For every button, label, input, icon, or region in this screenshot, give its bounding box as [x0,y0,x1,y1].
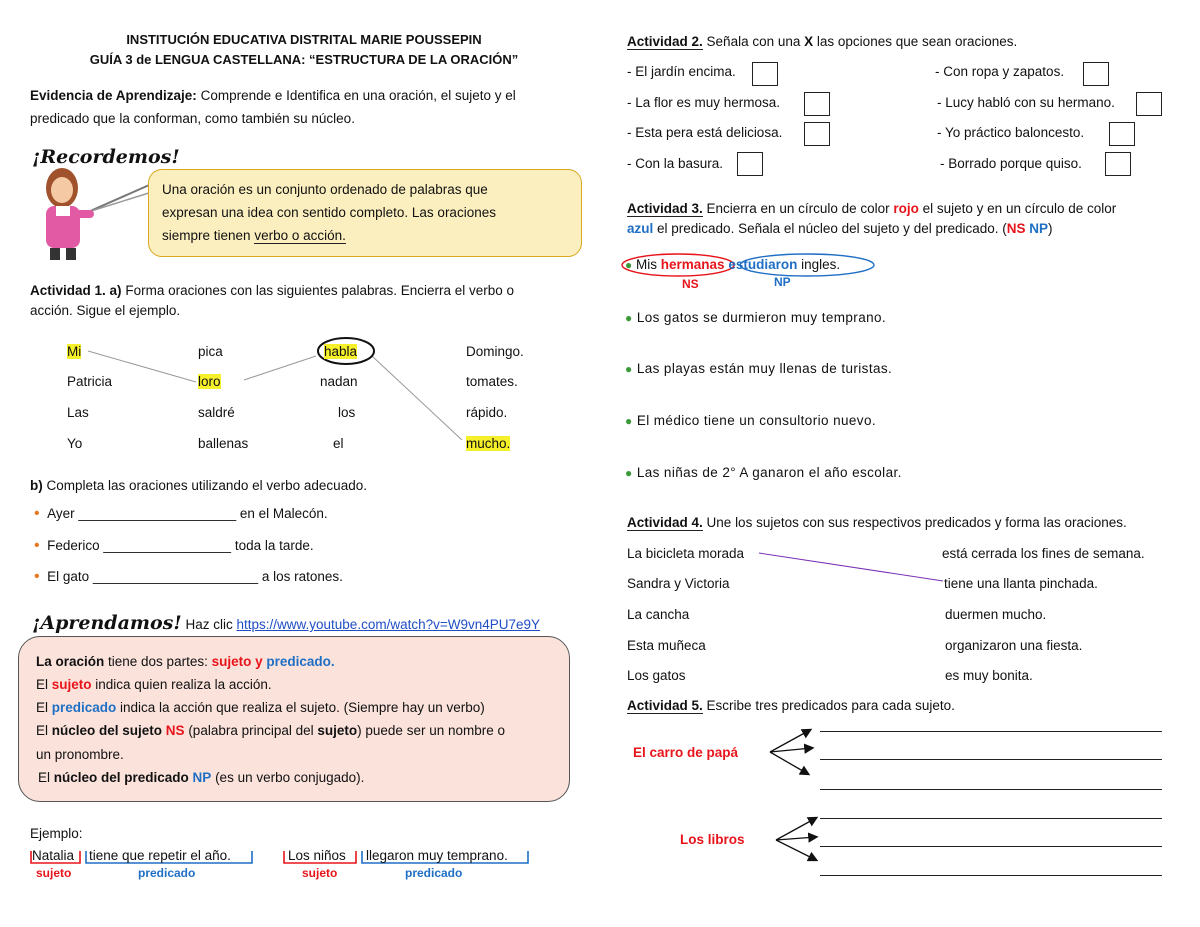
bullet-icon: • [34,568,40,585]
activity1-line1: Actividad 1. a) Forma oraciones con las siguientes palabras. Encierra el verbo o [30,283,515,298]
answer-line[interactable] [820,731,1162,732]
subject-item: La cancha [627,607,690,622]
activity5-subject: El carro de papá [633,745,739,760]
grid-cell: Mi [67,344,82,359]
remember-title: ¡Recordemos! [32,146,180,168]
grid-cell: Las [67,405,89,420]
bullet-icon: ● [625,466,633,480]
evidence-label: Evidencia de Aprendizaje: [30,88,197,103]
answer-line[interactable] [820,789,1162,790]
checkbox[interactable] [752,62,778,86]
remember-line2: expresan una idea con sentido completo. Las oraciones [162,205,496,220]
subject-tag: sujeto [302,866,338,880]
remember-line1: Una oración es un conjunto ordenado de palabras que [162,182,488,197]
activity3-sentence: ● Las playas están muy llenas de turistas. [625,361,893,376]
grid-cell: mucho. [466,436,511,451]
learn-line3: El predicado indica la acción que realiza el sujeto. (Siempre hay un verbo) [36,700,485,715]
predicate-tag: predicado [405,866,463,880]
bullet-icon: ● [625,362,633,376]
activity1-label: Actividad 1. [30,283,106,298]
grid-cell: el [333,436,344,451]
checkbox[interactable] [1136,92,1162,116]
option-item: - Borrado porque quiso. [940,156,1082,171]
evidence-text: Comprende e Identifica en una oración, el sujeto y el [200,88,516,103]
example-predicate: tiene que repetir el año. [89,848,231,863]
activity3-line1: Actividad 3. Encierra en un círculo de color rojo el sujeto y en un círculo de color [627,201,1117,216]
predicate-item: es muy bonita. [945,668,1033,683]
subject-tag: sujeto [36,866,72,880]
fill-sentence: • Ayer _____________________ en el Malecón. [34,505,328,522]
fill-sentence: • El gato ______________________ a los ratones. [34,568,343,585]
activity5-header: Actividad 5. Escribe tres predicados para cada sujeto. [627,698,955,713]
checkbox[interactable] [804,122,830,146]
grid-cell: Patricia [67,374,113,389]
subject-item: La bicicleta morada [627,546,745,561]
activity5-arrows [760,720,830,890]
learn-line1: La oración tiene dos partes: sujeto y predicado. [36,654,335,669]
verb-emphasis: verbo o acción. [254,228,346,243]
subject-item: Esta muñeca [627,638,706,653]
np-tag: NP [774,275,791,289]
blank-field[interactable]: ______________________ [92,569,259,584]
predicate-item: está cerrada los fines de semana. [942,546,1145,561]
bullet-icon: ● [625,311,633,325]
grid-cell: Yo [67,436,83,451]
subject-item: Los gatos [627,668,686,683]
activity2-header: Actividad 2. Señala con una X las opciones que sean oraciones. [627,34,1018,49]
grid-cell: ballenas [198,436,249,451]
predicate-item: duermen mucho. [945,607,1047,622]
activity5-subject: Los libros [680,832,745,847]
subject-item: Sandra y Victoria [627,576,730,591]
activity3-example: ● Mis hermanas estudiaron ingles. [625,257,841,272]
activity2-label: Actividad 2. [627,34,703,49]
answer-line[interactable] [820,818,1162,819]
example-subject: Natalia [32,848,75,863]
example-subject: Los niños [288,848,346,863]
grid-cell: loro [198,374,221,389]
activity3-sentence: ● El médico tiene un consultorio nuevo. [625,413,876,428]
answer-line[interactable] [820,875,1162,876]
checkbox[interactable] [1105,152,1131,176]
predicate-tag: predicado [138,866,196,880]
activity1-part-b: b) Completa las oraciones utilizando el verbo adecuado. [30,478,367,493]
grid-cell: rápido. [466,405,508,420]
activity4-connector-line [755,545,955,585]
learn-title: ¡Aprendamos! [32,612,182,634]
evidence-line1 [30,88,516,103]
checkbox[interactable] [737,152,763,176]
activity3-label: Actividad 3. [627,201,703,216]
example-label: Ejemplo: [30,826,83,841]
ns-tag: NS [682,277,699,291]
option-item: - Con la basura. [627,156,724,171]
predicate-item: organizaron una fiesta. [945,638,1083,653]
learn-line4: El núcleo del sujeto NS (palabra principal del sujeto) puede ser un nombre o [36,723,505,738]
grid-cell: los [338,405,356,420]
option-item: - Esta pera está deliciosa. [627,125,783,140]
checkbox[interactable] [1083,62,1109,86]
checkbox[interactable] [1109,122,1135,146]
checkbox[interactable] [804,92,830,116]
grid-cell: nadan [320,374,358,389]
option-item: - Yo práctico baloncesto. [937,125,1085,140]
teacher-illustration [28,162,158,262]
learn-line6: El núcleo del predicado NP (es un verbo conjugado). [38,770,365,785]
predicate-item: tiene una llanta pinchada. [944,576,1098,591]
grid-cell: habla [324,344,358,359]
grid-cell: Domingo. [466,344,524,359]
video-link[interactable]: https://www.youtube.com/watch?v=W9vn4PU7e9Y [236,617,541,632]
option-item: - Con ropa y zapatos. [935,64,1065,79]
activity3-sentence: ● Las niñas de 2° A ganaron el año escolar. [625,465,902,480]
activity5-label: Actividad 5. [627,698,703,713]
answer-line[interactable] [820,759,1162,760]
remember-line3: siempre tienen verbo o acción. [162,228,346,243]
grid-cell: tomates. [466,374,518,389]
blank-field[interactable]: _________________ [103,538,232,553]
answer-line[interactable] [820,846,1162,847]
example-predicate: llegaron muy temprano. [366,848,508,863]
blank-field[interactable]: _____________________ [78,506,237,521]
institution-title: INSTITUCIÓN EDUCATIVA DISTRITAL MARIE POUSSEPIN [126,32,482,47]
activity4-header: Actividad 4. Une los sujetos con sus respectivos predicados y forma las oraciones. [627,515,1127,530]
activity3-line2: azul el predicado. Señala el núcleo del sujeto y del predicado. (NS NP) [627,221,1053,236]
fill-sentence: • Federico _________________ toda la tarde. [34,537,314,554]
option-item: - La flor es muy hermosa. [627,95,781,110]
grid-cell: saldré [198,405,235,420]
learn-header: ¡Aprendamos! Haz clic https://www.youtube.com/watch?v=W9vn4PU7e9Y [32,612,541,634]
activity1-line2: acción. Sigue el ejemplo. [30,303,181,318]
learn-line5: un pronombre. [36,747,124,762]
learn-line2: El sujeto indica quien realiza la acción. [36,677,272,692]
option-item: - Lucy habló con su hermano. [937,95,1115,110]
activity4-label: Actividad 4. [627,515,703,530]
option-item: - El jardín encima. [627,64,736,79]
bullet-icon: ● [625,414,633,428]
activity3-sentence: ● Los gatos se durmieron muy temprano. [625,310,887,325]
bullet-icon: • [34,537,40,554]
grid-cell: pica [198,344,223,359]
evidence-line2: predicado que la conforman, como también su núcleo. [30,111,355,126]
bullet-icon: ● [625,258,633,272]
bullet-icon: • [34,505,40,522]
guide-title: GUÍA 3 de LENGUA CASTELLANA: “ESTRUCTURA DE LA ORACIÓN” [89,52,519,67]
